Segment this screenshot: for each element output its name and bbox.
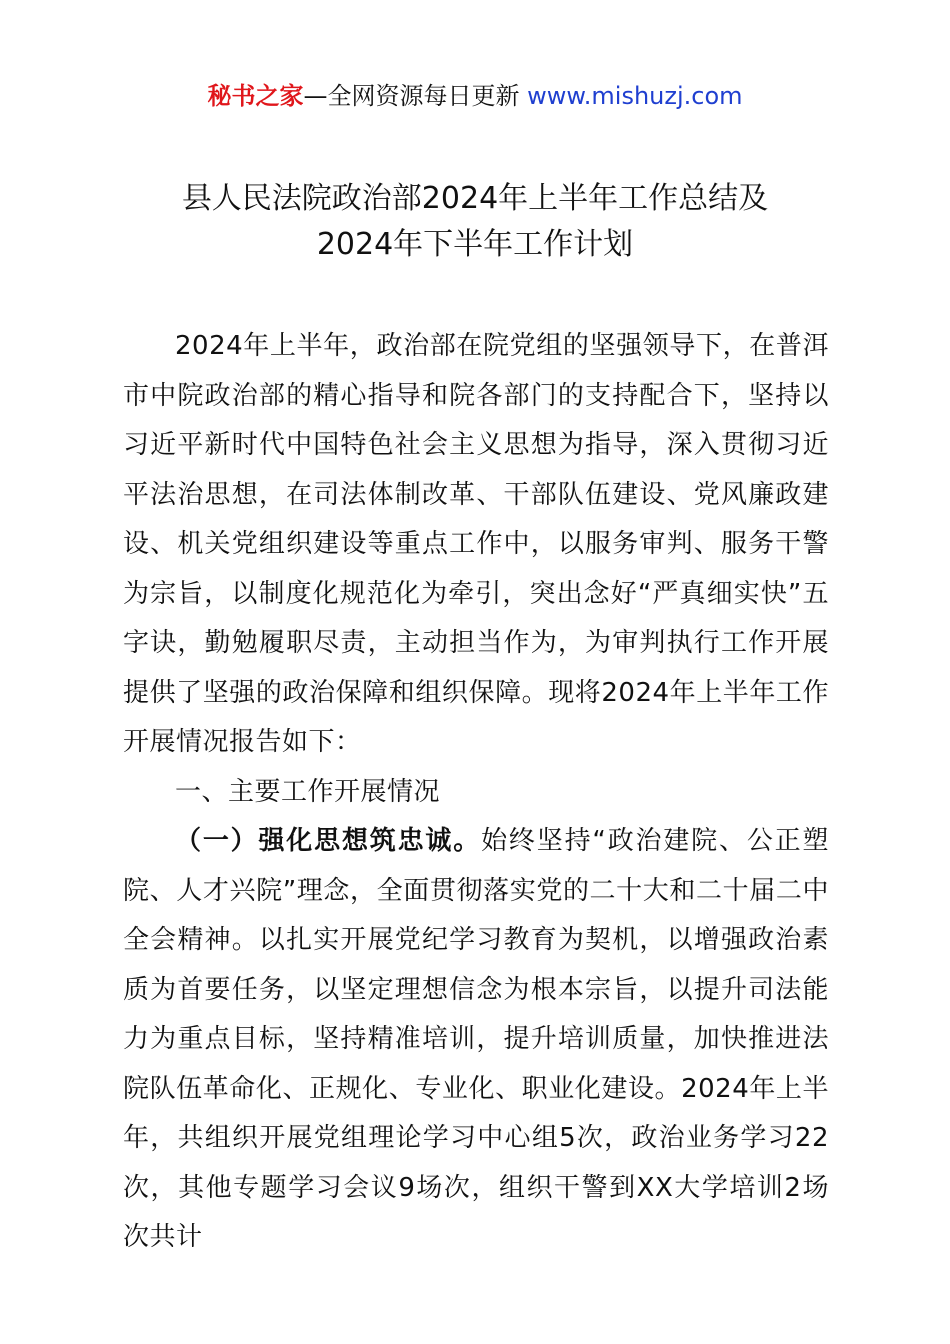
- intro-paragraph: 2024年上半年，政治部在院党组的坚强领导下，在普洱市中院政治部的精心指导和院各部门的支持配合下，坚持以习近平新时代中国特色社会主义思想为指导，深入贯彻习近平法治思想，在司法体制改革、干部队伍建设、党风廉政建设、机关党组织建设等重点工作中，以服务审判、服务干警为宗旨，以制度化规范化为牵引，突出念好“严真细实快”五字诀，勤勉履职尽责，主动担当作为，为审判执行工作开展提供了坚强的政治保障和组织保障。现将2024年上半年工作开展情况报告如下：: [123, 331, 829, 757]
- item-body: 始终坚持“政治建院、公正塑院、人才兴院”理念，全面贯彻落实党的二十大和二十届二中全会精神。以扎实开展党纪学习教育为契机，以增强政治素质为首要任务，以坚定理想信念为根本宗旨，以提升司法能力为重点目标，坚持精准培训，提升培训质量，加快推进法院队伍革命化、正规化、专业化、职业化建设。2024年上半年，共组织开展党组理论学习中心组5次，政治业务学习22次，其他专题学习会议9场次，组织干警到XX大学培训2场次共计: [123, 826, 829, 1252]
- site-brand: 秘书之家: [207, 82, 304, 110]
- site-slogan: —全网资源每日更新: [303, 82, 520, 110]
- item-paragraph: [123, 817, 829, 1263]
- item-lead: （一）强化思想筑忠诚。: [175, 826, 482, 856]
- document-title: [0, 176, 950, 268]
- document-title-line-2: 2024年下半年工作计划: [316, 227, 634, 262]
- document-body: [123, 322, 829, 1263]
- site-banner: [0, 80, 950, 112]
- site-url-link[interactable]: www.mishuzj.com: [527, 82, 743, 110]
- section-heading: 一、主要工作开展情况: [175, 776, 441, 807]
- document-title-line-1: 县人民法院政治部2024年上半年工作总结及: [181, 181, 769, 216]
